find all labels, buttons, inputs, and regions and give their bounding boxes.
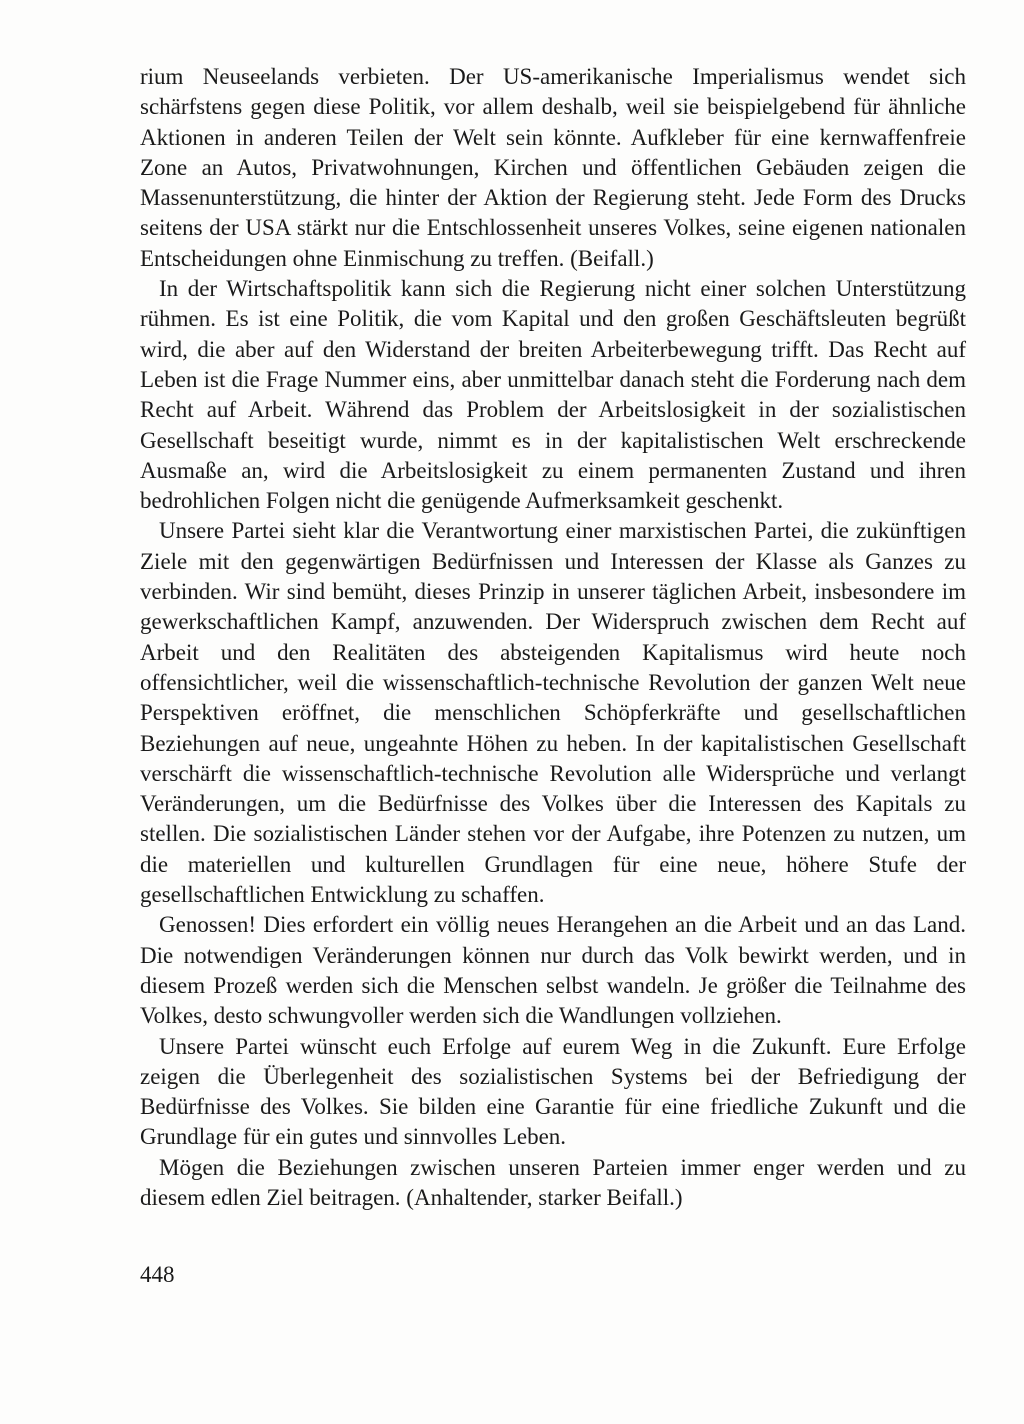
paragraph-2: In der Wirtschaftspolitik kann sich die Regierung nicht einer solchen Unterstützung rühmen. Es ist eine Politik, die vom Kapital und den großen Geschäftsleuten begrüßt wird, die aber auf den Widerstand der breiten Arbeiterbewegung trifft. Das Recht auf Leben ist die Frage Nummer eins, aber unmittelbar danach steht die Forderung nach dem Recht auf Arbeit. Während das Problem der Arbeitslosigkeit in der sozialistischen Gesellschaft beseitigt wurde, nimmt es in der kapitalistischen Welt erschreckende Ausmaße an, wird die Arbeitslosigkeit zu einem permanenten Zustand und ihren bedrohlichen Folgen nicht die genügende Aufmerksamkeit geschenkt. (140, 276, 966, 514)
paragraph-4: Genossen! Dies erfordert ein völlig neues Herangehen an die Arbeit und an das Land. Die notwendigen Veränderungen können nur durch das Volk bewirkt werden, und in diesem Prozeß werden sich die Menschen selbst wandeln. Je größer die Teilnahme des Volkes, desto schwungvoller werden sich die Wandlungen vollziehen. (140, 912, 966, 1029)
paragraph-6: Mögen die Beziehungen zwischen unseren Parteien immer enger werden und zu diesem edlen Ziel beitragen. (Anhaltender, starker Beifall.) (140, 1154, 966, 1210)
page-number: 448 (140, 1262, 175, 1287)
paragraph-3: Unsere Partei sieht klar die Verantwortung einer marxistischen Partei, die zukünftigen Ziele mit den gegenwärtigen Bedürfnissen und Interessen der Klasse als Ganzes zu verbinden. Wir sind bemüht, dieses Prinzip in unserer täglichen Arbeit, insbesondere im gewerkschaftlichen Kampf, anzuwenden. Der Widerspruch zwischen dem Recht auf Arbeit und den Realitäten des absteigenden Kapitalismus wird heute noch offensichtlicher, weil die wissenschaftlich-technische Revolution der ganzen Welt neue Perspektiven eröffnet, die menschlichen Schöpferkräfte und gesellschaftlichen Beziehungen auf neue, ungeahnte Höhen zu heben. In der kapitalistischen Gesellschaft verschärft die wissenschaftlich-technische Revolution alle Widersprüche und verlangt Veränderungen, um die Bedürfnisse des Volkes über die Interessen des Kapitals zu stellen. Die sozialistischen Länder stehen vor der Aufgabe, ihre Potenzen zu nutzen, um die materiellen und kulturellen Grundlagen für eine neue, höhere Stufe der gesellschaftlichen Entwicklung zu schaffen. (140, 518, 966, 908)
body-text (140, 62, 966, 1213)
paragraph-5: Unsere Partei wünscht euch Erfolge auf eurem Weg in die Zukunft. Eure Erfolge zeigen die Überlegenheit des sozialistischen Systems bei der Befriedigung der Bedürfnisse des Volkes. Sie bilden eine Garantie für eine friedliche Zukunft und die Grundlage für ein gutes und sinnvolles Leben. (140, 1033, 966, 1150)
paragraph-1: rium Neuseelands verbieten. Der US-amerikanische Imperialismus wendet sich schärfstens gegen diese Politik, vor allem deshalb, weil sie beispielgebend für ähnliche Aktionen in anderen Teilen der Welt sein könnte. Aufkleber für eine kernwaffenfreie Zone an Autos, Privatwohnungen, Kirchen und öffentlichen Gebäuden zeigen die Massenunterstützung, die hinter der Aktion der Regierung steht. Jede Form des Drucks seitens der USA stärkt nur die Entschlossenheit unseres Volkes, seine eigenen nationalen Entscheidungen ohne Einmischung zu treffen. (Beifall.) (140, 64, 966, 271)
